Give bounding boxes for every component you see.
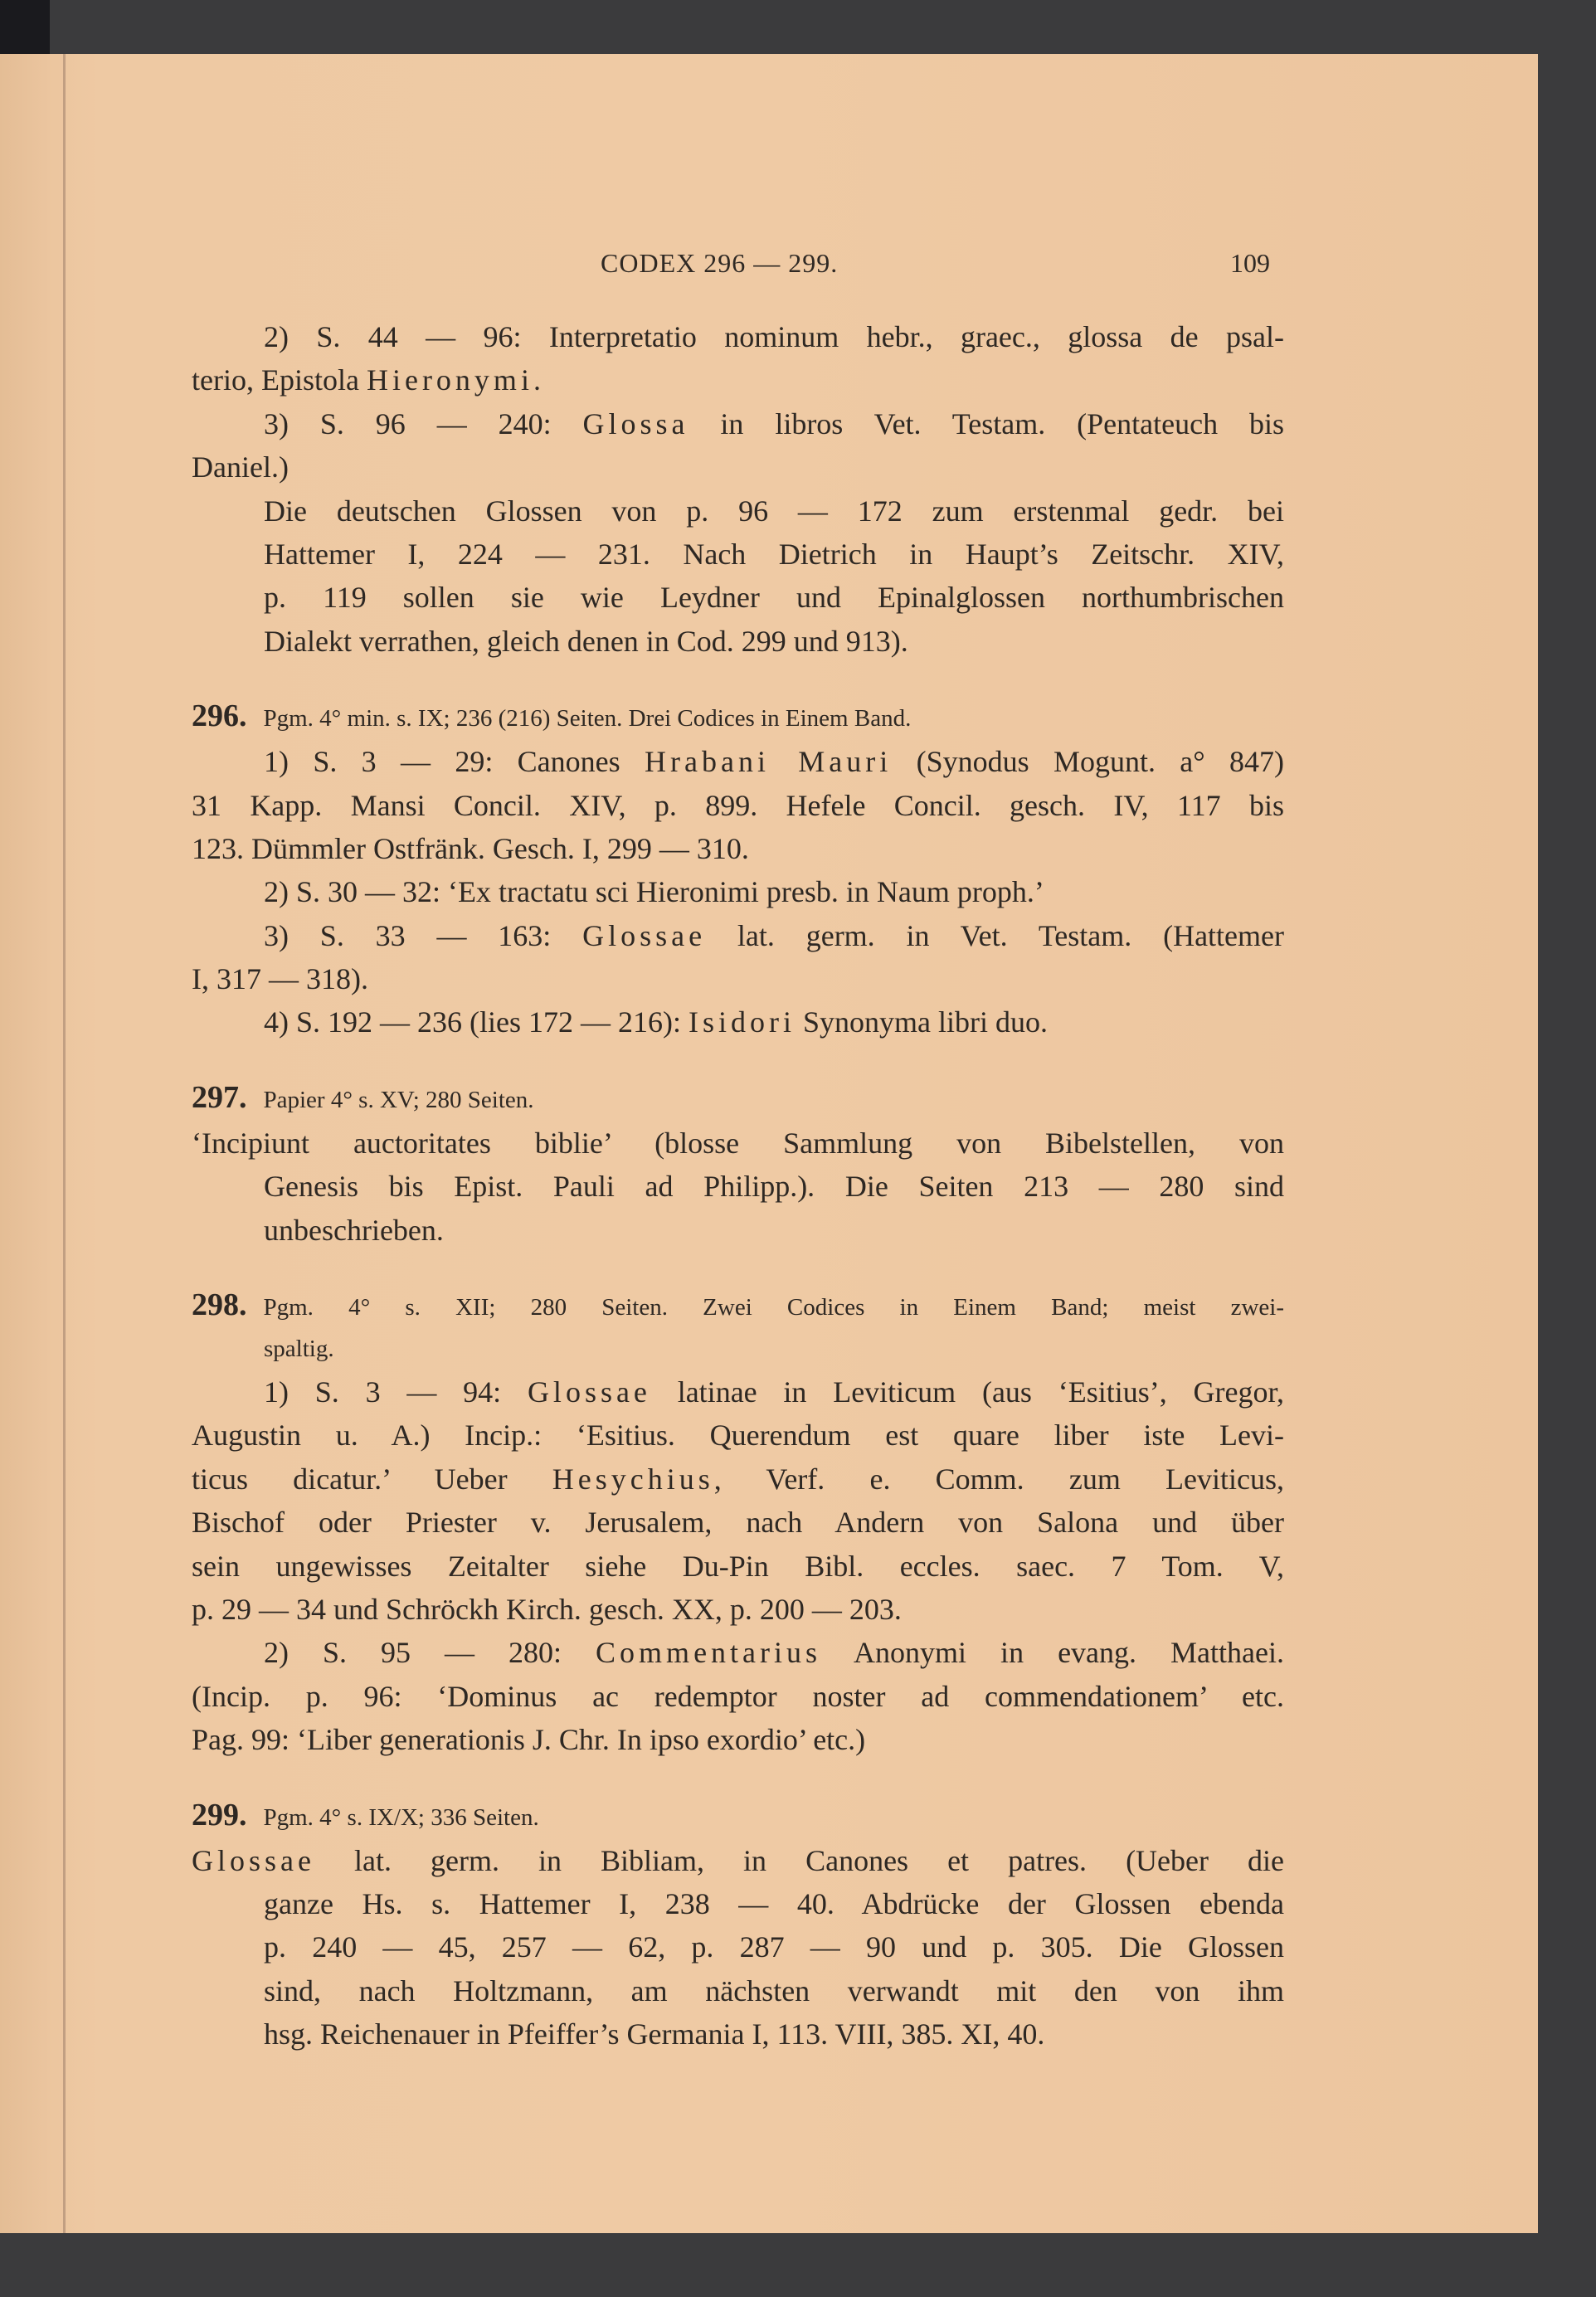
- text-segment: in libros Vet. Testam. (Pentateuch bis: [689, 406, 1284, 440]
- page-number: 109: [1230, 248, 1270, 278]
- text-segment: (Incip. p. 96: ‘Dominus ac redemptor noster ad commendationem’ etc.: [192, 1679, 1284, 1713]
- text-line: [192, 1414, 1284, 1457]
- line-content: [264, 745, 1284, 778]
- text-line: [192, 1458, 1284, 1501]
- text-segment: 3) S. 33 — 163:: [264, 918, 583, 952]
- text-segment: , Verf. e. Comm. zum Leviticus,: [713, 1462, 1284, 1496]
- line-content: [192, 450, 289, 484]
- text-segment: ticus dicatur.’ Ueber: [192, 1462, 552, 1496]
- catalog-body-text: [192, 315, 1284, 2056]
- text-line: [192, 957, 1284, 1000]
- text-line: [192, 1794, 1284, 1836]
- line-content: [192, 832, 749, 865]
- page-gutter: [0, 54, 50, 2233]
- codex-heading: [192, 1794, 1284, 1836]
- text-segment: Hattemer I, 224 — 231. Nach Dietrich in Haupt’s Zeitschr. XIV,: [264, 537, 1284, 571]
- text-segment: Papier 4° s. XV; 280 Seiten.: [263, 1086, 534, 1113]
- line-content: [264, 875, 1044, 908]
- codex-description: [264, 705, 912, 732]
- catalog-paragraph: [192, 1000, 1284, 1044]
- line-content: [192, 1419, 1284, 1452]
- line-content: [264, 1974, 1284, 2007]
- text-segment: ganze Hs. s. Hattemer I, 238 — 40. Abdrücke der Glossen ebenda: [264, 1886, 1284, 1920]
- line-content: [192, 962, 368, 995]
- text-segment: Augustin u. A.) Incip.: ‘Esitius. Querendum est quare liber iste Levi-: [192, 1419, 1284, 1453]
- text-line: [192, 1501, 1284, 1544]
- scanned-page: [0, 54, 1538, 2233]
- text-segment: Pag. 99: ‘Liber generationis J. Chr. In ipso exordio’ etc.): [192, 1723, 866, 1757]
- spaced-emphasis-text: Hieronymi: [366, 363, 533, 397]
- line-content: [192, 1127, 1284, 1160]
- codex-number: 296.: [192, 698, 247, 734]
- text-line: [192, 1077, 1284, 1118]
- line-content: [264, 1375, 1284, 1409]
- text-line: [192, 1839, 1284, 1882]
- line-content: [192, 1462, 1284, 1496]
- text-line: [192, 1969, 1284, 2012]
- text-line: [192, 1925, 1284, 1969]
- text-segment: Daniel.): [192, 450, 289, 484]
- text-line: [192, 1882, 1284, 1925]
- line-content: [264, 1170, 1284, 1203]
- text-segment: unbeschrieben.: [264, 1213, 444, 1247]
- catalog-paragraph: [192, 402, 1284, 489]
- text-line: [192, 827, 1284, 870]
- text-line: [192, 1718, 1284, 1761]
- text-segment: Anonymi in evang. Matthaei.: [821, 1636, 1284, 1670]
- line-content: [192, 1723, 865, 1756]
- scan-background-corner: [0, 0, 50, 54]
- text-line: [192, 1545, 1284, 1588]
- text-segment: lat. germ. in Vet. Testam. (Hattemer: [706, 918, 1284, 952]
- text-line: [192, 402, 1284, 445]
- text-line: [192, 1326, 1284, 1367]
- spaced-emphasis-text: Commentarius: [596, 1636, 822, 1670]
- text-line: [192, 1209, 1284, 1252]
- text-line: [192, 1122, 1284, 1165]
- line-content: [264, 320, 1284, 353]
- text-segment: hsg. Reichenauer in Pfeiffer’s Germania I, 113. VIII, 385. XI, 40.: [264, 2017, 1045, 2051]
- text-line: [192, 695, 1284, 737]
- text-segment: 2) S. 44 — 96: Interpretatio nominum hebr., graec., glossa de psal-: [264, 320, 1284, 353]
- line-content: [264, 1887, 1284, 1920]
- text-line: [192, 1588, 1284, 1631]
- line-content: [264, 1005, 1048, 1039]
- catalog-paragraph: [192, 914, 1284, 1001]
- text-segment: Genesis bis Epist. Pauli ad Philipp.). Die Seiten 213 — 280 sind: [264, 1170, 1284, 1204]
- codex-description: [264, 1804, 539, 1831]
- text-line: [192, 1675, 1284, 1718]
- line-content: [264, 494, 1284, 528]
- codex-description: [264, 1087, 534, 1113]
- catalog-paragraph: [192, 1370, 1284, 1631]
- text-segment: ‘Incipiunt auctoritates biblie’ (blosse Sammlung von Bibelstellen, von: [192, 1126, 1284, 1160]
- text-segment: p. 240 — 45, 257 — 62, p. 287 — 90 und p. 305. Die Glossen: [264, 1930, 1284, 1964]
- text-segment: 4) S. 192 — 236 (lies 172 — 216):: [264, 1005, 689, 1039]
- text-line: [192, 784, 1284, 827]
- text-segment: Pgm. 4° s. IX/X; 336 Seiten.: [263, 1803, 539, 1831]
- text-segment: Pgm. 4° min. s. IX; 236 (216) Seiten. Drei Codices in Einem Band.: [263, 705, 912, 732]
- text-line: [192, 2012, 1284, 2056]
- text-line: [192, 1284, 1284, 1326]
- text-segment: Die deutschen Glossen von p. 96 — 172 zum erstenmal gedr. bei: [264, 494, 1284, 528]
- text-segment: 1) S. 3 — 29: Canones: [264, 745, 645, 779]
- text-segment: 31 Kapp. Mansi Concil. XIV, p. 899. Hefele Concil. gesch. IV, 117 bis: [192, 788, 1284, 822]
- text-segment: lat. germ. in Bibliam, in Canones et patres. (Ueber die: [314, 1843, 1284, 1877]
- text-segment: Dialekt verrathen, gleich denen in Cod. 299 und 913).: [264, 624, 908, 658]
- spaced-emphasis-text: Hesychius: [552, 1462, 714, 1496]
- text-line: [192, 533, 1284, 576]
- text-segment: Synonyma libri duo.: [795, 1005, 1048, 1039]
- catalog-paragraph: [192, 1122, 1284, 1252]
- text-segment: 1) S. 3 — 94:: [264, 1375, 528, 1409]
- catalog-paragraph: [192, 489, 1284, 664]
- text-segment: 123. Dümmler Ostfränk. Gesch. I, 299 — 310.: [192, 831, 749, 865]
- spaced-emphasis-text: Glossae: [582, 918, 707, 952]
- text-segment: (Synodus Mogunt. a° 847): [892, 745, 1284, 779]
- text-line: [192, 576, 1284, 619]
- line-content: [192, 1680, 1284, 1713]
- binding-fold-line: [63, 54, 66, 2233]
- line-content: [264, 1930, 1284, 1964]
- text-segment: Pgm. 4° s. XII; 280 Seiten. Zwei Codices in Einem Band; meist zwei-: [263, 1294, 1284, 1321]
- text-line: [192, 870, 1284, 913]
- codex-heading: [192, 1284, 1284, 1367]
- catalog-paragraph: [192, 1631, 1284, 1761]
- text-segment: terio, Epistola: [192, 363, 367, 397]
- codex-number: 299.: [192, 1797, 247, 1832]
- spaced-emphasis-text: Isidori: [688, 1005, 796, 1039]
- spaced-emphasis-text: Glossae: [192, 1843, 315, 1877]
- codex-number: 298.: [192, 1287, 247, 1323]
- text-line: [192, 315, 1284, 358]
- text-line: [192, 489, 1284, 533]
- text-line: [192, 1631, 1284, 1674]
- text-segment: p. 29 — 34 und Schröckh Kirch. gesch. XX, p. 200 — 203.: [192, 1592, 902, 1626]
- text-line: [192, 620, 1284, 663]
- line-content: [192, 1550, 1284, 1583]
- text-segment: 3) S. 96 — 240:: [264, 406, 583, 440]
- line-content: [264, 407, 1284, 440]
- line-content: [264, 1636, 1284, 1669]
- codex-number: 297.: [192, 1079, 247, 1115]
- text-line: [192, 1165, 1284, 1208]
- catalog-paragraph: [192, 870, 1284, 913]
- spaced-emphasis-text: Hrabani Mauri: [645, 745, 893, 779]
- text-segment: 2) S. 95 — 280:: [264, 1636, 596, 1670]
- line-content: [264, 2017, 1044, 2051]
- catalog-paragraph: [192, 740, 1284, 870]
- line-content: [264, 919, 1284, 952]
- line-content: [192, 1593, 902, 1626]
- running-header-title: CODEX 296 — 299.: [601, 248, 839, 278]
- line-content: [264, 581, 1284, 614]
- spaced-emphasis-text: Glossa: [582, 406, 689, 440]
- line-content: [192, 789, 1284, 822]
- line-content: [192, 1506, 1284, 1539]
- text-segment: sein ungewisses Zeitalter siehe Du-Pin Bibl. eccles. saec. 7 Tom. V,: [192, 1549, 1284, 1583]
- line-content: [192, 363, 541, 397]
- text-segment: I, 317 — 318).: [192, 962, 368, 996]
- line-content: [264, 1214, 444, 1247]
- catalog-paragraph: [192, 315, 1284, 402]
- text-segment: p. 119 sollen sie wie Leydner und Epinalglossen northumbrischen: [264, 581, 1284, 615]
- codex-heading: [192, 1077, 1284, 1118]
- text-segment: sind, nach Holtzmann, am nächsten verwandt mit den von ihm: [264, 1973, 1284, 2007]
- text-line: [192, 1000, 1284, 1044]
- text-line: [192, 1370, 1284, 1414]
- line-content: [264, 625, 908, 658]
- text-segment: latinae in Leviticum (aus ‘Esitius’, Gregor,: [650, 1375, 1284, 1409]
- text-segment: 2) S. 30 — 32: ‘Ex tractatu sci Hieronimi presb. in Naum proph.’: [264, 875, 1044, 909]
- spaced-emphasis-text: Glossae: [527, 1375, 651, 1409]
- line-content: [264, 538, 1284, 571]
- text-line: [192, 740, 1284, 783]
- text-segment: spaltig.: [264, 1336, 334, 1363]
- text-line: [192, 358, 1284, 401]
- catalog-paragraph: [192, 1839, 1284, 2056]
- line-content: [192, 1844, 1284, 1877]
- codex-description: [264, 1294, 1285, 1321]
- codex-heading: [192, 695, 1284, 737]
- text-segment: .: [533, 363, 541, 397]
- text-segment: Bischof oder Priester v. Jerusalem, nach Andern von Salona und über: [192, 1506, 1284, 1540]
- codex-description: [264, 1336, 334, 1362]
- text-line: [192, 914, 1284, 957]
- text-line: [192, 445, 1284, 489]
